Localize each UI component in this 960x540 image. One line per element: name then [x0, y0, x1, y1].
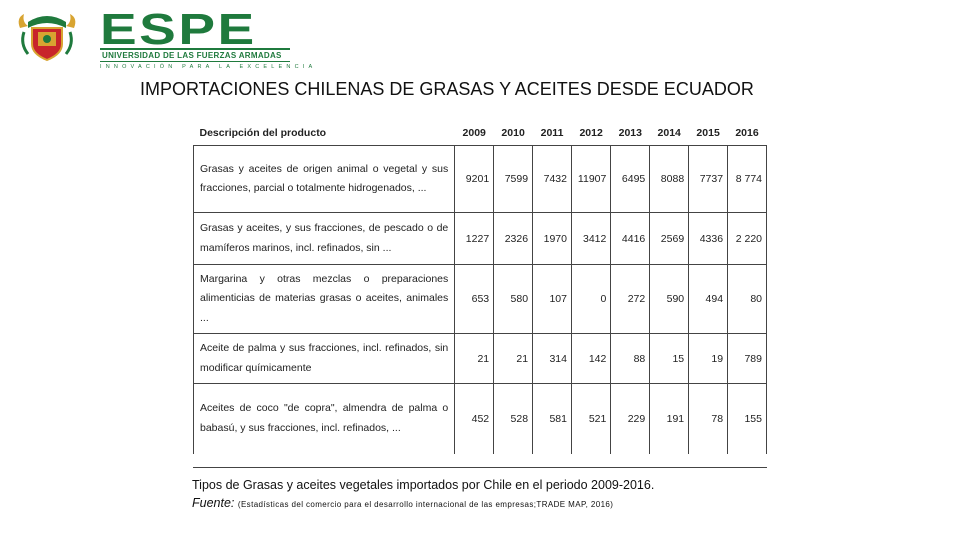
row-value: 580: [494, 265, 533, 334]
university-name: UNIVERSIDAD DE LAS FUERZAS ARMADAS: [100, 48, 290, 62]
table-caption: Tipos de Grasas y aceites vegetales importados por Chile en el periodo 2009-2016.: [192, 478, 655, 492]
logo-wordmark: ESPE: [100, 5, 257, 54]
header-year: 2010: [501, 127, 525, 139]
header-year: 2014: [657, 127, 681, 139]
row-value: 8 774: [728, 146, 767, 213]
source-label: Fuente:: [192, 496, 235, 510]
row-value: 15: [650, 334, 689, 384]
row-value: 7599: [494, 146, 533, 213]
row-value: 494: [689, 265, 728, 334]
header-year: 2012: [579, 127, 603, 139]
header-year: 2013: [618, 127, 642, 139]
row-value: 9201: [455, 146, 494, 213]
row-value: 21: [455, 334, 494, 384]
row-value: 191: [650, 384, 689, 454]
table-row: [194, 334, 767, 384]
university-logo: [14, 5, 317, 70]
header-year: 2011: [540, 127, 564, 139]
row-value: 155: [728, 384, 767, 454]
row-description: Margarina y otras mezclas o preparaciones alimenticias de materias grasas o aceites, animales ...: [194, 265, 455, 334]
row-value: 107: [533, 265, 572, 334]
row-value: 4416: [611, 213, 650, 265]
row-value: 653: [455, 265, 494, 334]
header-year: 2016: [735, 127, 759, 139]
row-value: 789: [728, 334, 767, 384]
row-value: 1227: [455, 213, 494, 265]
brand-block: [100, 5, 317, 70]
row-value: 6495: [611, 146, 650, 213]
table-row: [194, 384, 767, 454]
row-value: 452: [455, 384, 494, 454]
row-value: 8088: [650, 146, 689, 213]
crest-icon: [14, 8, 80, 64]
row-value: 11907: [571, 146, 610, 213]
header-year: 2015: [696, 127, 720, 139]
header-description: Descripción del producto: [199, 127, 327, 139]
row-value: 521: [571, 384, 610, 454]
row-value: 142: [571, 334, 610, 384]
row-value: 21: [494, 334, 533, 384]
row-description: Aceites de coco "de copra", almendra de palma o babasú, y sus fracciones, incl. refinados, ...: [194, 384, 455, 454]
row-value: 19: [689, 334, 728, 384]
row-description: Grasas y aceites de origen animal o vegetal y sus fracciones, parcial o totalmente hidrogenados, ...: [194, 146, 455, 213]
row-value: 2326: [494, 213, 533, 265]
row-value: 7737: [689, 146, 728, 213]
row-value: 528: [494, 384, 533, 454]
imports-table-container: [193, 121, 767, 468]
row-value: 314: [533, 334, 572, 384]
table-row: [194, 146, 767, 213]
row-value: 590: [650, 265, 689, 334]
row-value: 3412: [571, 213, 610, 265]
row-description: Aceite de palma y sus fracciones, incl. refinados, sin modificar químicamente: [194, 334, 455, 384]
row-value: 272: [611, 265, 650, 334]
row-description: Grasas y aceites, y sus fracciones, de pescado o de mamíferos marinos, incl. refinados, sin ...: [194, 213, 455, 265]
table-row: [194, 265, 767, 334]
table-source: [192, 496, 613, 510]
row-value: 581: [533, 384, 572, 454]
row-value: 7432: [533, 146, 572, 213]
row-value: 0: [571, 265, 610, 334]
row-value: 88: [611, 334, 650, 384]
table-row: [194, 213, 767, 265]
row-value: 4336: [689, 213, 728, 265]
source-text: (Estadísticas del comercio para el desarrollo internacional de las empresas;TRADE MAP, 2016): [237, 500, 614, 509]
page-title: IMPORTACIONES CHILENAS DE GRASAS Y ACEITES DESDE ECUADOR: [140, 79, 754, 99]
row-value: 78: [689, 384, 728, 454]
row-value: 229: [611, 384, 650, 454]
header-year: 2009: [462, 127, 486, 139]
row-value: 2569: [650, 213, 689, 265]
imports-table: [193, 121, 767, 454]
university-tagline: INNOVACIÓN PARA LA EXCELENCIA: [100, 64, 317, 70]
row-value: 2 220: [728, 213, 767, 265]
row-value: 80: [728, 265, 767, 334]
table-header-row: [194, 121, 767, 146]
row-value: 1970: [533, 213, 572, 265]
